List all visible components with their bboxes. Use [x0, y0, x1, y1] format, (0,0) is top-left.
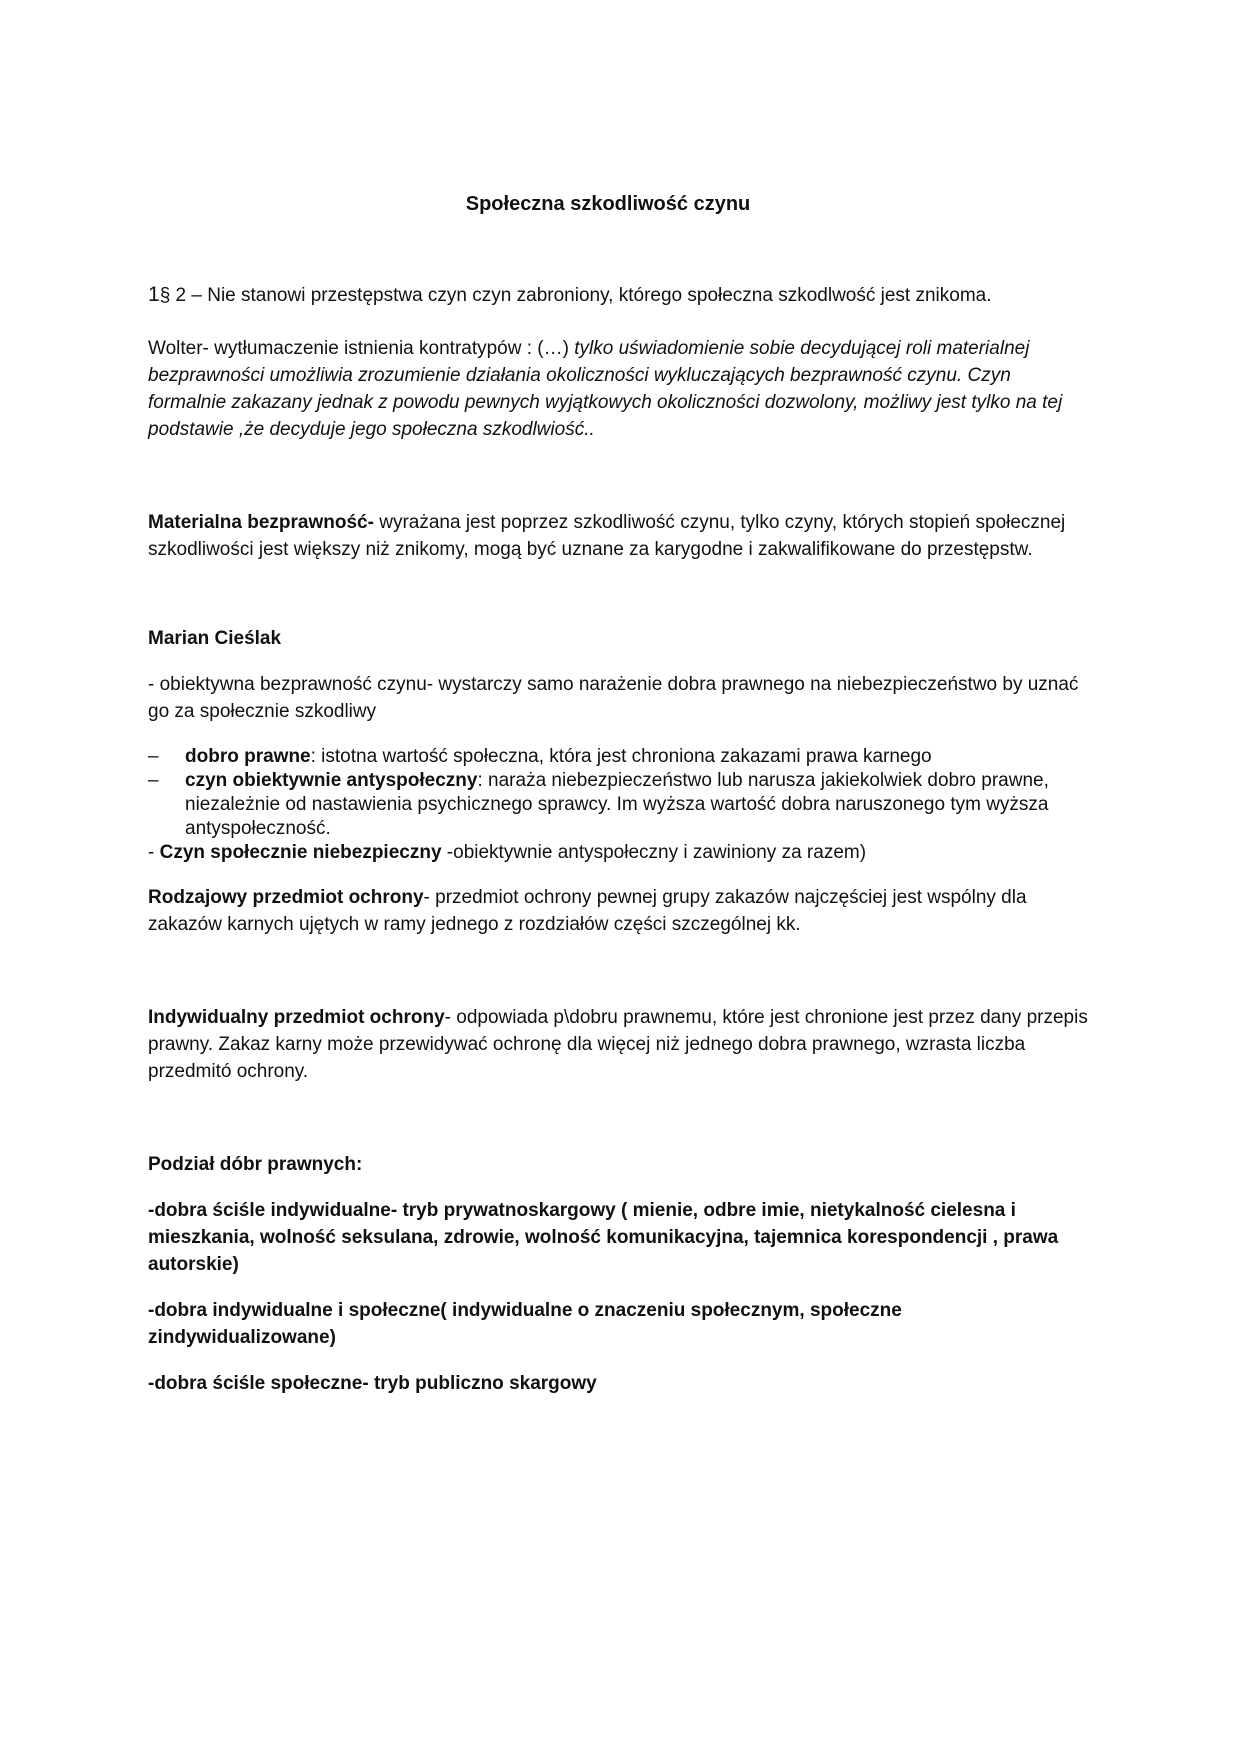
heading-legal-goods-division: Podział dóbr prawnych:: [148, 1154, 363, 1175]
paragraph-article: [148, 281, 1088, 309]
document-title: Społeczna szkodliwość czynu: [465, 193, 751, 215]
socially-dangerous-text: -obiektywnie antyspołeczny i zawiniony za razem): [441, 842, 867, 863]
paragraph-socially-dangerous-act: [148, 841, 1088, 865]
dash-marker: –: [148, 746, 159, 767]
generic-object-term: Rodzajowy przedmiot ochrony: [148, 887, 424, 908]
wolter-intro: Wolter- wytłumaczenie istnienia kontratypów : (…): [148, 338, 575, 359]
individual-object-text: - odpowiada p\dobru prawnemu, które jest chronione jest przez dany przepis prawny. Zakaz karny może przewidywać ochronę dla więcej niż jednego dobra prawnego, wzrasta liczba przedmitó ochrony.: [148, 1007, 1088, 1082]
list-term: dobro prawne: [185, 746, 311, 767]
paragraph-strictly-individual-goods: -dobra ściśle indywidualne- tryb prywatnoskargowy ( mienie, odbre imie, nietykalność cielesna i mieszkania, wolność seksulana, zdrowie, wolność komunikacyjna, tajemnica korespondencji , prawa autorskie): [148, 1200, 1059, 1275]
socially-dangerous-term: Czyn społecznie niebezpieczny: [159, 842, 442, 863]
article-text: § 2 – Nie stanowi przestępstwa czyn czyn zabroniony, którego społeczna szkodlwość jest znikoma.: [159, 285, 992, 306]
individual-object-term: Indywidualny przedmiot ochrony: [148, 1007, 445, 1028]
paragraph-generic-object: [148, 884, 1088, 938]
list-item: [148, 769, 1088, 841]
heading-marian-cieslak: Marian Cieślak: [148, 628, 282, 649]
list-item: [148, 745, 1088, 769]
material-unlawfulness-term: Materialna bezprawność-: [148, 512, 374, 533]
definition-list: [148, 745, 1088, 841]
paragraph-individual-object: [148, 1004, 1088, 1085]
socially-dangerous-prefix: -: [148, 842, 160, 863]
paragraph-objective-unlawfulness: - obiektywna bezprawność czynu- wystarczy samo narażenie dobra prawnego na niebezpieczeństwo by uznać go za społecznie szkodliwy: [148, 674, 1079, 722]
list-term: czyn obiektywnie antyspołeczny: [185, 770, 478, 791]
wolter-quote: tylko uświadomienie sobie decydującej roli materialnej bezprawności umożliwia zrozumienie działania okoliczności wykluczających bezprawność czynu. Czyn formalnie zakazany jednak z powodu pewnych wyjątkowych okoliczności dozwolony, możliwy jest tylko na tej podstawie ,że decyduje jego społeczna szkodlwiość..: [148, 338, 1063, 440]
dash-marker: –: [148, 770, 159, 791]
document-body: [148, 190, 1088, 1397]
list-definition: : istotna wartość społeczna, która jest chroniona zakazami prawa karnego: [310, 746, 932, 767]
list-definition: : naraża niebezpieczeństwo lub narusza jakiekolwiek dobro prawne, niezależnie od nastawienia psychicznego sprawcy. Im wyższa wartość dobra naruszonego tym wyższa antyspołeczność.: [185, 770, 1049, 839]
article-number: 1: [148, 283, 160, 306]
generic-object-text: - przedmiot ochrony pewnej grupy zakazów najczęściej jest wspólny dla zakazów karnych ujętych w ramy jednego z rozdziałów części szczególnej kk.: [148, 887, 1027, 935]
paragraph-individual-social-goods: -dobra indywidualne i społeczne( indywidualne o znaczeniu społecznym, społeczne zindywidualizowane): [148, 1300, 902, 1348]
paragraph-material-unlawfulness: [148, 509, 1088, 563]
paragraph-strictly-social-goods: -dobra ściśle społeczne- tryb publiczno skargowy: [148, 1373, 597, 1394]
paragraph-wolter: [148, 335, 1088, 443]
material-unlawfulness-text: wyrażana jest poprzez szkodliwość czynu, tylko czyny, których stopień społecznej szkodliwości jest większy niż znikomy, mogą być uznane za karygodne i zakwalifikowane do przestępstw.: [148, 512, 1066, 560]
